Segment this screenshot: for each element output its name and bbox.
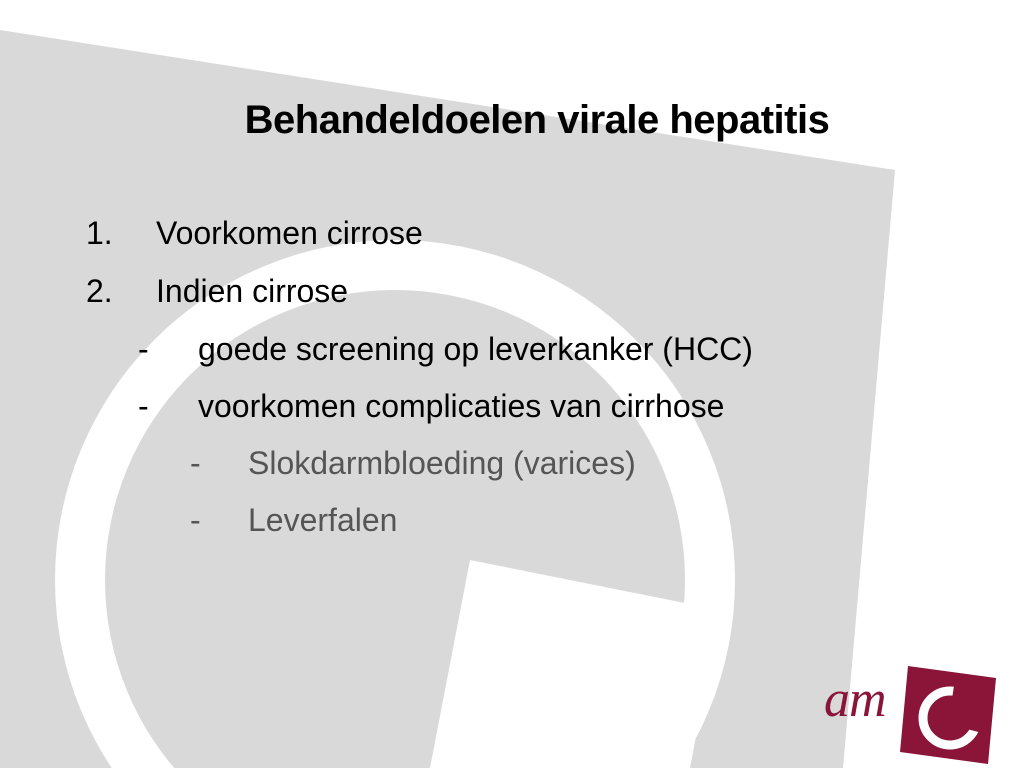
list-number: 1.	[86, 215, 113, 251]
list-item-text: voorkomen complicaties van cirrhose	[198, 388, 725, 424]
list-number: 2.	[86, 273, 113, 309]
list-item-text: Slokdarmbloeding (varices)	[248, 445, 636, 481]
amc-logo	[824, 664, 1004, 764]
dash-bullet: -	[190, 502, 201, 538]
list-item-text: Voorkomen cirrose	[156, 215, 423, 251]
list-item-text: goede screening op leverkanker (HCC)	[198, 331, 753, 367]
logo-text: am	[824, 671, 886, 728]
list-item-text: Leverfalen	[248, 502, 398, 538]
list-item-text: Indien cirrose	[156, 273, 349, 309]
amc-c-logo-icon	[898, 664, 998, 764]
slide-title: Behandeldoelen virale hepatitis	[244, 98, 830, 142]
dash-bullet: -	[138, 388, 149, 424]
dash-bullet: -	[190, 445, 201, 481]
dash-bullet: -	[138, 331, 149, 367]
